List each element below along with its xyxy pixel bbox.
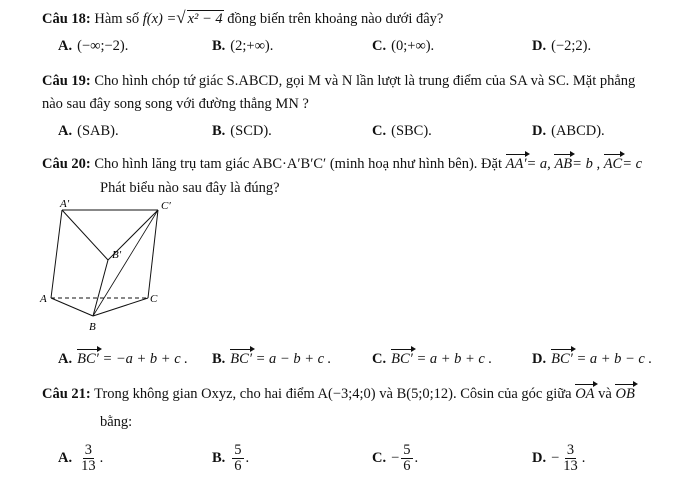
option-text: (0;+∞). [391, 38, 435, 54]
option-label: A. [58, 449, 73, 466]
fraction-denominator: 13 [81, 458, 96, 474]
option-sign: − [551, 449, 560, 466]
option-label: D. [532, 449, 547, 466]
option-text: = a − b + c . [255, 351, 332, 367]
option-text: (−∞;−2). [77, 38, 129, 54]
fraction-denominator: 6 [234, 458, 242, 474]
option-label: D. [532, 38, 547, 54]
prism-edges [51, 210, 158, 316]
option-text: = −a + b + c . [102, 351, 188, 367]
q19-option-c[interactable] [372, 123, 432, 140]
sqrt-icon: √ [176, 8, 186, 27]
q21-option-d[interactable] [532, 443, 585, 474]
option-text: (SAB). [77, 123, 119, 139]
q20-option-b[interactable] [212, 351, 331, 368]
edge-bb1 [93, 260, 108, 316]
fraction-denominator: 13 [563, 458, 578, 474]
fraction-numerator: 3 [84, 442, 92, 458]
vector-bc1: BC′ [551, 351, 573, 367]
q19-option-b[interactable] [212, 123, 272, 140]
edge-a1b1 [62, 210, 108, 260]
q21-stem-line2: bằng: [100, 414, 133, 430]
option-text: (SCD). [230, 123, 272, 139]
fraction-numerator: 3 [566, 442, 575, 458]
label-b: B [89, 321, 96, 333]
prism-figure [38, 198, 178, 333]
vector-oa: OA [575, 386, 595, 402]
option-fraction [232, 443, 243, 474]
q19-stem-line2: nào sau đây song song với đường thẳng MN ? [42, 96, 309, 112]
vector-ab-eq: = b , [572, 156, 601, 172]
option-label: B. [212, 449, 226, 466]
option-sign: − [391, 449, 400, 466]
label-a1: A′ [60, 198, 70, 210]
option-label: A. [58, 351, 73, 367]
q18-text-before: Hàm số [94, 11, 140, 27]
option-label: B. [212, 123, 226, 139]
q21-option-b[interactable] [212, 443, 249, 474]
q18-stem [42, 8, 443, 28]
q20-line1: Cho hình lăng trụ tam giác ABC·A′B′C′ (minh hoạ như hình bên). Đặt [94, 156, 502, 172]
q19-line1: Cho hình chóp tứ giác S.ABCD, gọi M và N lần lượt là trung điểm của SA và SC. Mặt phẳng [94, 73, 636, 89]
q20-option-a[interactable] [58, 351, 188, 368]
q19-option-d[interactable] [532, 123, 605, 140]
q18-option-c[interactable] [372, 38, 434, 55]
q20-option-d[interactable] [532, 351, 652, 368]
edge-bc1-diagonal [93, 210, 158, 316]
vector-ac: AC [603, 156, 623, 172]
option-text: (ABCD). [551, 123, 605, 139]
fraction-numerator: 5 [403, 442, 411, 458]
label-c1: C′ [161, 200, 171, 212]
q19-option-a[interactable] [58, 123, 119, 140]
q21-stem-line1 [42, 386, 635, 403]
option-text: = a + b + c . [416, 351, 493, 367]
edge-ab [51, 298, 93, 316]
vector-bc1: BC′ [230, 351, 252, 367]
option-label: D. [532, 123, 547, 139]
fraction-numerator: 5 [234, 442, 242, 458]
option-end: . [99, 449, 104, 466]
q21-and: và [598, 386, 612, 402]
q18-number: Câu 18: [42, 11, 91, 27]
option-end: . [414, 449, 419, 466]
option-text: (2;+∞). [230, 38, 274, 54]
label-b1: B′ [112, 249, 122, 261]
fraction-denominator: 6 [403, 458, 411, 474]
edge-aa1 [51, 210, 62, 298]
q20-stem-line2: Phát biểu nào sau đây là đúng? [100, 180, 280, 196]
edge-bc [93, 298, 148, 316]
option-end: . [245, 449, 250, 466]
option-end: . [581, 449, 586, 466]
q21-number: Câu 21: [42, 386, 91, 402]
q18-option-d[interactable] [532, 38, 591, 55]
q18-option-a[interactable] [58, 38, 128, 55]
vector-bc1: BC′ [77, 351, 99, 367]
option-fraction [561, 443, 580, 474]
option-label: B. [212, 351, 226, 367]
option-label: C. [372, 123, 387, 139]
option-text: (−2;2). [551, 38, 592, 54]
q20-option-c[interactable] [372, 351, 492, 368]
q21-option-a[interactable] [58, 443, 103, 474]
label-c: C [150, 293, 158, 305]
vector-aa1: AA′ [505, 156, 527, 172]
vector-aa1-eq: = a, [526, 156, 551, 172]
option-label: C. [372, 351, 387, 367]
vector-bc1: BC′ [391, 351, 413, 367]
vector-ab: AB [554, 156, 573, 172]
q21-line1: Trong không gian Oxyz, cho hai điểm A(−3;4;0) và B(5;0;12). Côsin của góc giữa [94, 386, 572, 402]
q21-option-c[interactable] [372, 443, 418, 474]
vector-ob: OB [615, 386, 635, 402]
option-label: C. [372, 449, 387, 466]
option-label: A. [58, 38, 73, 54]
q20-number: Câu 20: [42, 156, 91, 172]
q18-function: f(x) = [142, 11, 177, 27]
option-label: A. [58, 123, 73, 139]
q18-radicand: x² − 4 [187, 11, 223, 27]
option-fraction [79, 443, 98, 474]
option-fraction [401, 443, 412, 474]
option-text: (SBC). [391, 123, 432, 139]
q20-stem-line1 [42, 156, 642, 173]
option-label: D. [532, 351, 547, 367]
q19-stem-line1 [42, 73, 635, 90]
q18-text-after: đồng biến trên khoảng nào dưới đây? [227, 11, 444, 27]
option-text: = a + b − c . [576, 351, 653, 367]
q18-option-b[interactable] [212, 38, 273, 55]
q19-number: Câu 19: [42, 73, 91, 89]
option-label: B. [212, 38, 226, 54]
label-a: A [40, 293, 47, 305]
option-label: C. [372, 38, 387, 54]
vector-ac-eq: = c [622, 156, 643, 172]
